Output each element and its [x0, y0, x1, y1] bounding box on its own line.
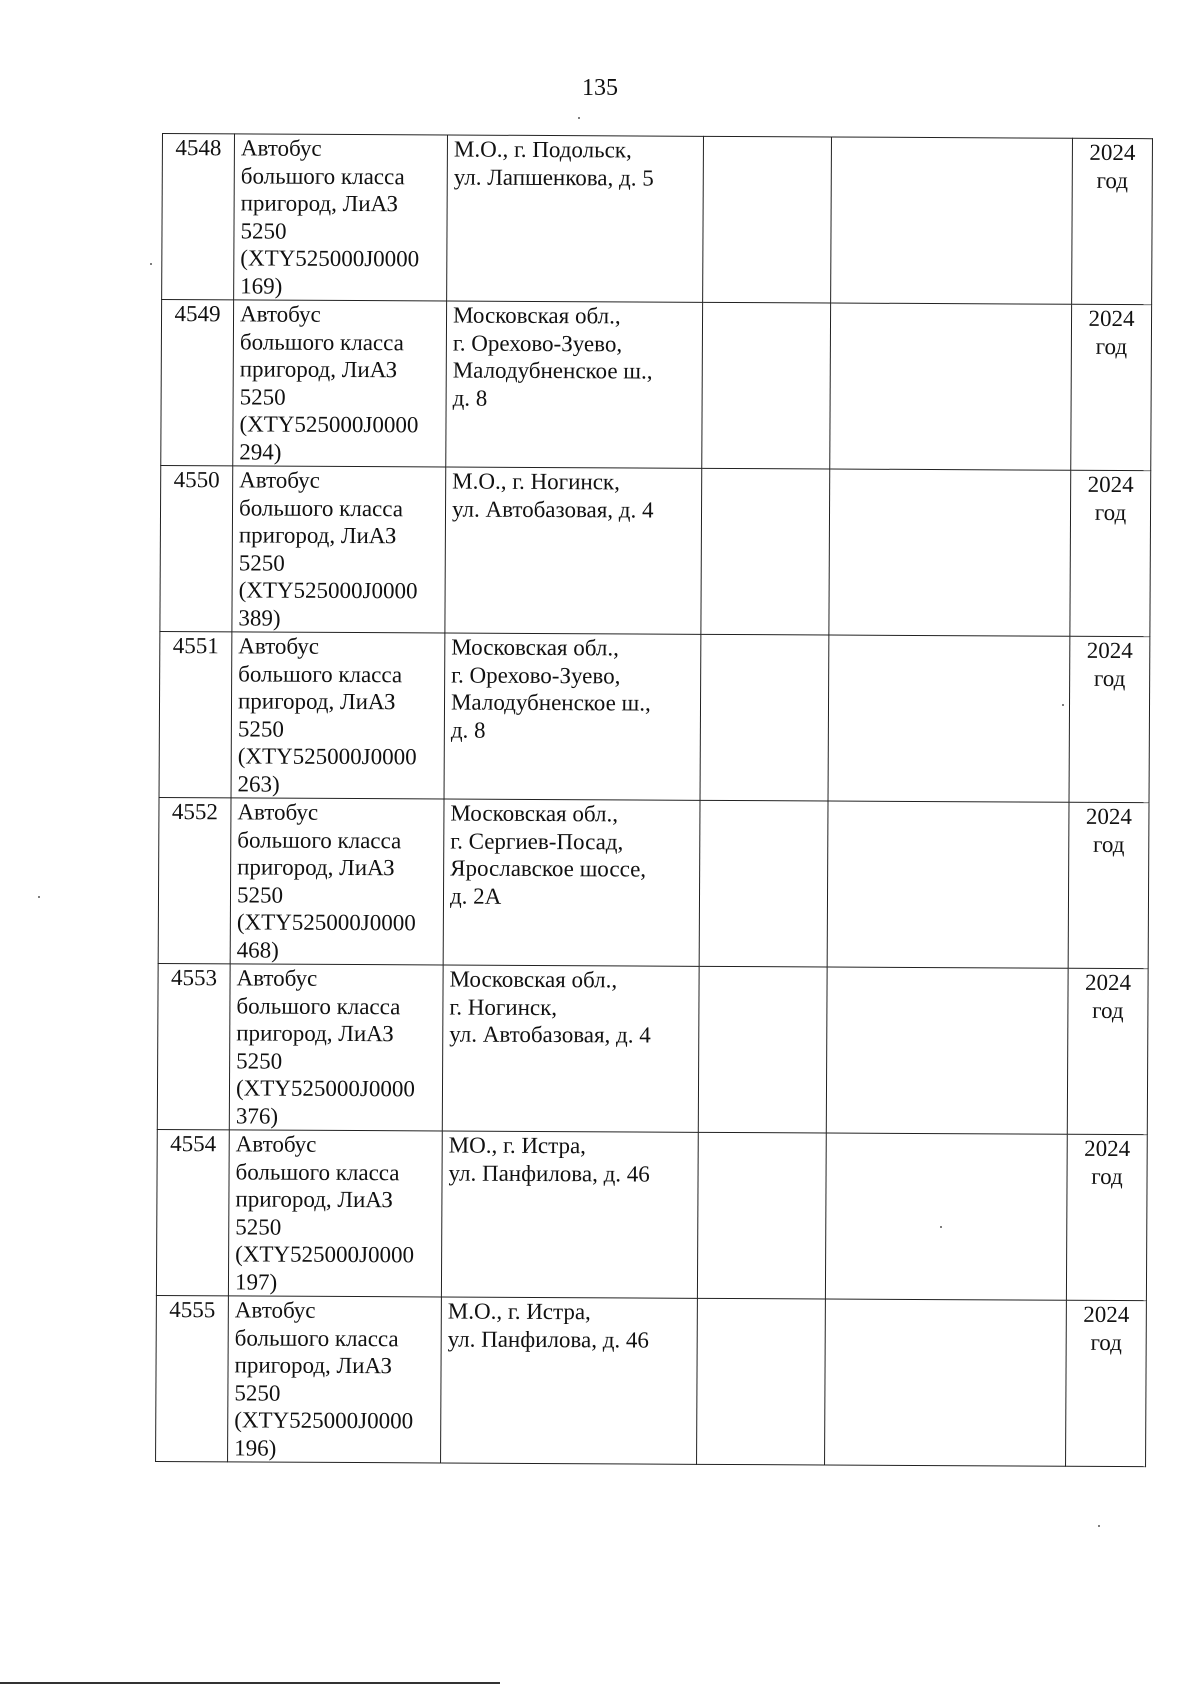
address-line: Московская обл.,: [451, 634, 619, 661]
vehicle-description-line: (XTY525000J0000: [239, 411, 419, 438]
table-row: [160, 465, 1151, 636]
address-line: Ярославское шоссе,: [450, 855, 647, 882]
address-line: Малодубненское ш.,: [452, 357, 653, 384]
year-line: год: [1095, 333, 1128, 359]
year-line: год: [1091, 1163, 1123, 1189]
address-line: ул. Лапшенкова, д. 5: [453, 164, 654, 191]
address-line: г. Орехово-Зуево,: [452, 330, 623, 356]
address-line: ул. Автобазовая, д. 4: [449, 1021, 651, 1048]
vehicle-cell: [232, 466, 446, 633]
vehicle-description-line: пригород, ЛиАЗ: [238, 522, 397, 549]
table-row: [158, 797, 1149, 968]
year-line: 2024: [1085, 803, 1132, 830]
address-line: г. Сергиев-Посад,: [450, 828, 624, 854]
vehicle-description-line: (XTY525000J0000: [235, 1241, 415, 1268]
address-cell: [444, 633, 701, 800]
address-line: д. 2А: [449, 883, 502, 909]
year-cell: [1071, 304, 1152, 470]
vehicle-description-line: 376): [235, 1102, 279, 1129]
vehicle-description-line: пригород, ЛиАЗ: [237, 854, 395, 881]
empty-cell: [698, 966, 827, 1133]
vehicle-description-line: 5250: [235, 1213, 282, 1240]
row-number-cell: [162, 134, 235, 300]
address-cell: [442, 965, 699, 1132]
vehicle-cell: [230, 798, 444, 965]
row-number: 4555: [169, 1297, 216, 1323]
empty-cell: [697, 1298, 826, 1465]
year-line: год: [1093, 831, 1125, 857]
address-cell: [446, 301, 703, 468]
vehicle-description-line: пригород, ЛиАЗ: [236, 1020, 394, 1047]
year-line: 2024: [1089, 139, 1136, 166]
vehicle-description-line: 5250: [240, 217, 287, 244]
address-line: МО., г. Истра,: [448, 1132, 587, 1159]
address-cell: [443, 799, 700, 966]
empty-cell: [825, 1299, 1067, 1466]
row-number: 4552: [171, 799, 219, 825]
empty-cell: [701, 468, 830, 635]
empty-cell: [702, 302, 831, 469]
year-cell: [1069, 636, 1150, 802]
address-line: д. 8: [450, 717, 486, 743]
vehicle-description-line: 5250: [234, 1379, 281, 1406]
vehicle-description-line: Автобус: [237, 799, 319, 825]
vehicle-description-line: 5250: [237, 715, 284, 742]
year-line: год: [1092, 997, 1124, 1023]
vehicle-description-line: 263): [237, 770, 280, 797]
scan-speck: [1098, 1525, 1100, 1527]
table-row: [162, 134, 1153, 305]
vehicle-description-line: (XTY525000J0000: [235, 1075, 415, 1102]
vehicle-description-line: (XTY525000J0000: [236, 909, 416, 936]
vehicle-description-line: 5250: [236, 1047, 283, 1074]
year-line: 2024: [1083, 1301, 1130, 1328]
year-cell: [1068, 802, 1149, 968]
vehicle-cell: [233, 300, 447, 467]
row-number: 4550: [173, 467, 220, 493]
empty-cell: [829, 469, 1071, 636]
table-row: [161, 300, 1152, 471]
vehicle-description-line: 169): [240, 272, 283, 299]
row-number-cell: [159, 631, 232, 797]
vehicle-description-line: пригород, ЛиАЗ: [239, 356, 398, 383]
empty-cell: [826, 967, 1068, 1134]
row-number: 4554: [170, 1131, 217, 1157]
scan-speck: [940, 1226, 942, 1228]
empty-cell: [825, 1133, 1067, 1300]
vehicle-description-line: большого класса: [236, 992, 401, 1019]
empty-cell: [828, 635, 1070, 802]
address-line: Московская обл.,: [452, 302, 621, 329]
address-line: г. Ногинск,: [449, 994, 558, 1020]
empty-cell: [700, 634, 829, 801]
address-cell: [445, 467, 702, 634]
address-line: ул. Автобазовая, д. 4: [451, 496, 654, 523]
vehicle-cell: [229, 964, 443, 1131]
row-number-cell: [156, 1129, 229, 1295]
address-cell: [441, 1131, 698, 1298]
table-row: [159, 631, 1150, 802]
address-cell: [441, 1297, 698, 1464]
year-line: 2024: [1085, 969, 1132, 996]
address-line: ул. Панфилова, д. 46: [447, 1326, 650, 1353]
address-cell: [447, 135, 704, 302]
year-cell: [1072, 138, 1153, 304]
vehicle-description-line: большого класса: [235, 1158, 400, 1185]
empty-cell: [831, 137, 1073, 304]
page-number: 135: [582, 75, 618, 101]
address-line: М.О., г. Ногинск,: [452, 468, 620, 495]
scan-speck: [1062, 704, 1064, 706]
vehicle-register-table: [155, 133, 1153, 1467]
empty-cell: [699, 800, 828, 967]
scan-speck: [38, 896, 40, 898]
vehicle-description-line: 468): [236, 936, 279, 963]
row-number: 4548: [175, 135, 222, 161]
row-number-cell: [161, 300, 234, 466]
table-body: [156, 134, 1153, 1467]
vehicle-description-line: пригород, ЛиАЗ: [240, 190, 399, 217]
year-line: год: [1096, 167, 1129, 193]
vehicle-description-line: Автобус: [238, 633, 320, 659]
year-line: 2024: [1087, 471, 1134, 498]
table-row: [156, 1129, 1147, 1300]
vehicle-description-line: (XTY525000J0000: [240, 245, 420, 272]
vehicle-description-line: большого класса: [238, 494, 404, 521]
year-line: год: [1094, 499, 1127, 525]
row-number-cell: [158, 797, 231, 963]
scan-speck: [578, 117, 580, 119]
year-line: год: [1090, 1329, 1122, 1355]
row-number-cell: [160, 465, 233, 631]
vehicle-description-line: 294): [239, 438, 282, 465]
year-line: 2024: [1088, 305, 1135, 332]
year-line: год: [1093, 665, 1126, 691]
vehicle-description-line: Автобус: [235, 1131, 317, 1157]
vehicle-description-line: (XTY525000J0000: [234, 1407, 414, 1434]
vehicle-description-line: Автобус: [239, 467, 320, 493]
empty-cell: [703, 136, 832, 303]
table-row: [157, 963, 1148, 1134]
vehicle-description-line: 389): [238, 604, 281, 631]
vehicle-description-line: 5250: [239, 383, 286, 410]
vehicle-description-line: пригород, ЛиАЗ: [235, 1186, 393, 1213]
row-number-cell: [157, 963, 230, 1129]
vehicle-description-line: (XTY525000J0000: [237, 743, 417, 770]
row-number: 4549: [174, 301, 221, 327]
year-cell: [1067, 968, 1148, 1134]
vehicle-description-line: пригород, ЛиАЗ: [237, 688, 396, 715]
vehicle-description-line: Автобус: [239, 301, 321, 327]
address-line: г. Орехово-Зуево,: [451, 662, 621, 688]
row-number-cell: [156, 1295, 229, 1461]
year-cell: [1070, 470, 1151, 636]
vehicle-cell: [234, 134, 448, 301]
vehicle-description-line: (XTY525000J0000: [238, 577, 418, 604]
empty-cell: [697, 1132, 826, 1299]
address-line: М.О., г. Истра,: [447, 1298, 591, 1325]
vehicle-description-line: большого класса: [238, 660, 403, 687]
year-line: 2024: [1086, 637, 1133, 664]
vehicle-description-line: 5250: [236, 881, 284, 908]
table-row: [156, 1295, 1147, 1466]
vehicle-cell: [231, 632, 445, 799]
row-number: 4553: [171, 965, 218, 991]
vehicle-description-line: Автобус: [236, 965, 318, 991]
address-line: М.О., г. Подольск,: [453, 136, 632, 163]
vehicle-description-line: 197): [234, 1268, 278, 1295]
row-number: 4551: [172, 633, 219, 659]
vehicle-description-line: 196): [234, 1434, 277, 1461]
scan-speck: [150, 263, 152, 265]
vehicle-description-line: пригород, ЛиАЗ: [234, 1352, 393, 1379]
vehicle-cell: [228, 1130, 442, 1297]
year-cell: [1066, 1134, 1147, 1300]
address-line: Московская обл.,: [450, 800, 619, 827]
address-line: Малодубненское ш.,: [450, 689, 651, 716]
empty-cell: [827, 801, 1069, 968]
address-line: Московская обл.,: [449, 966, 618, 993]
vehicle-cell: [228, 1296, 442, 1463]
address-line: д. 8: [452, 385, 488, 411]
year-line: 2024: [1084, 1135, 1131, 1162]
vehicle-description-line: 5250: [238, 549, 285, 576]
scan-edge-line: [0, 1682, 500, 1684]
vehicle-description-line: Автобус: [234, 1297, 316, 1323]
vehicle-description-line: большого класса: [234, 1324, 399, 1351]
vehicle-description-line: большого класса: [240, 162, 405, 189]
vehicle-description-line: большого класса: [239, 328, 404, 355]
empty-cell: [830, 303, 1072, 470]
vehicle-description-line: большого класса: [237, 826, 402, 853]
address-line: ул. Панфилова, д. 46: [448, 1160, 650, 1187]
vehicle-description-line: Автобус: [240, 135, 322, 161]
year-cell: [1066, 1300, 1147, 1466]
